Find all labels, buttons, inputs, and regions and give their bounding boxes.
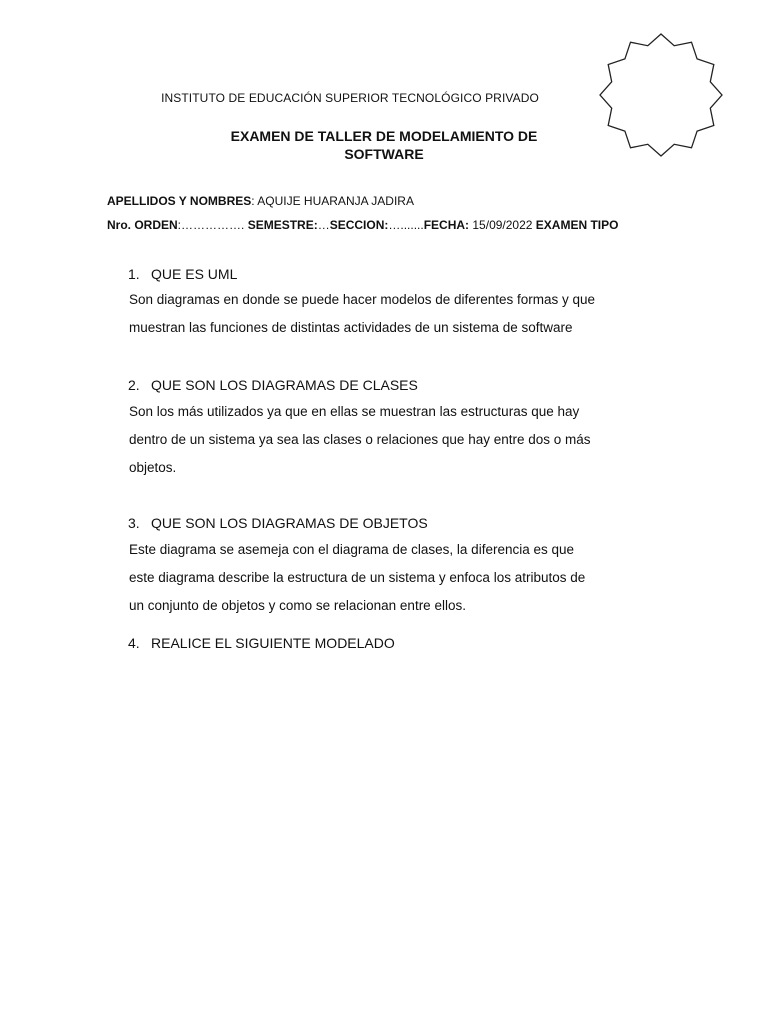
- answer-line: Son los más utilizados ya que en ellas se muestran las estructuras que hay: [129, 404, 580, 419]
- question-2: [128, 377, 418, 393]
- answer-line: objetos.: [129, 460, 177, 475]
- exam-title-line-1: EXAMEN DE TALLER DE MODELAMIENTO DE: [230, 128, 538, 144]
- section-value: ….......: [388, 218, 424, 232]
- institute-name: INSTITUTO DE EDUCACIÓN SUPERIOR TECNOLÓGICO PRIVADO: [161, 91, 539, 105]
- section-label: SECCION:: [329, 218, 389, 232]
- question-text: QUE ES UML: [151, 266, 238, 282]
- question-number: 2.: [128, 377, 140, 393]
- exam-title: [208, 127, 560, 163]
- answer-line: un conjunto de objetos y como se relacionan entre ellos.: [129, 598, 466, 613]
- question-3: [128, 515, 428, 531]
- question-1: [128, 266, 237, 282]
- answer-line: muestran las funciones de distintas actividades de un sistema de software: [129, 320, 573, 335]
- exam-type-label: EXAMEN TIPO: [535, 218, 619, 232]
- question-number: 4.: [128, 635, 140, 651]
- answer-1: [129, 286, 669, 342]
- order-value: :…………….: [177, 218, 248, 232]
- date-label: FECHA:: [423, 218, 470, 232]
- answer-line: este diagrama describe la estructura de un sistema y enfoca los atributos de: [129, 570, 586, 585]
- date-value: 15/09/2022: [469, 218, 536, 232]
- student-name-line: [107, 194, 414, 208]
- question-4: [128, 635, 395, 651]
- question-text: REALICE EL SIGUIENTE MODELADO: [151, 635, 395, 651]
- exam-title-line-2: SOFTWARE: [344, 146, 424, 162]
- answer-line: dentro de un sistema ya sea las clases o relaciones que hay entre dos o más: [129, 432, 591, 447]
- name-value: : AQUIJE HUARANJA JADIRA: [251, 194, 414, 208]
- answer-2: [129, 398, 669, 482]
- order-label: Nro. ORDEN: [107, 218, 178, 232]
- answer-3: [129, 536, 669, 620]
- semester-label: SEMESTRE:: [247, 218, 318, 232]
- name-label: APELLIDOS Y NOMBRES: [107, 194, 252, 208]
- question-number: 3.: [128, 515, 140, 531]
- answer-line: Este diagrama se asemeja con el diagrama de clases, la diferencia es que: [129, 542, 574, 557]
- question-number: 1.: [128, 266, 140, 282]
- semester-value: …: [317, 218, 330, 232]
- answer-line: Son diagramas en donde se puede hacer modelos de diferentes formas y que: [129, 292, 596, 307]
- question-text: QUE SON LOS DIAGRAMAS DE OBJETOS: [151, 515, 428, 531]
- exam-info-line: [107, 218, 618, 232]
- question-text: QUE SON LOS DIAGRAMAS DE CLASES: [151, 377, 418, 393]
